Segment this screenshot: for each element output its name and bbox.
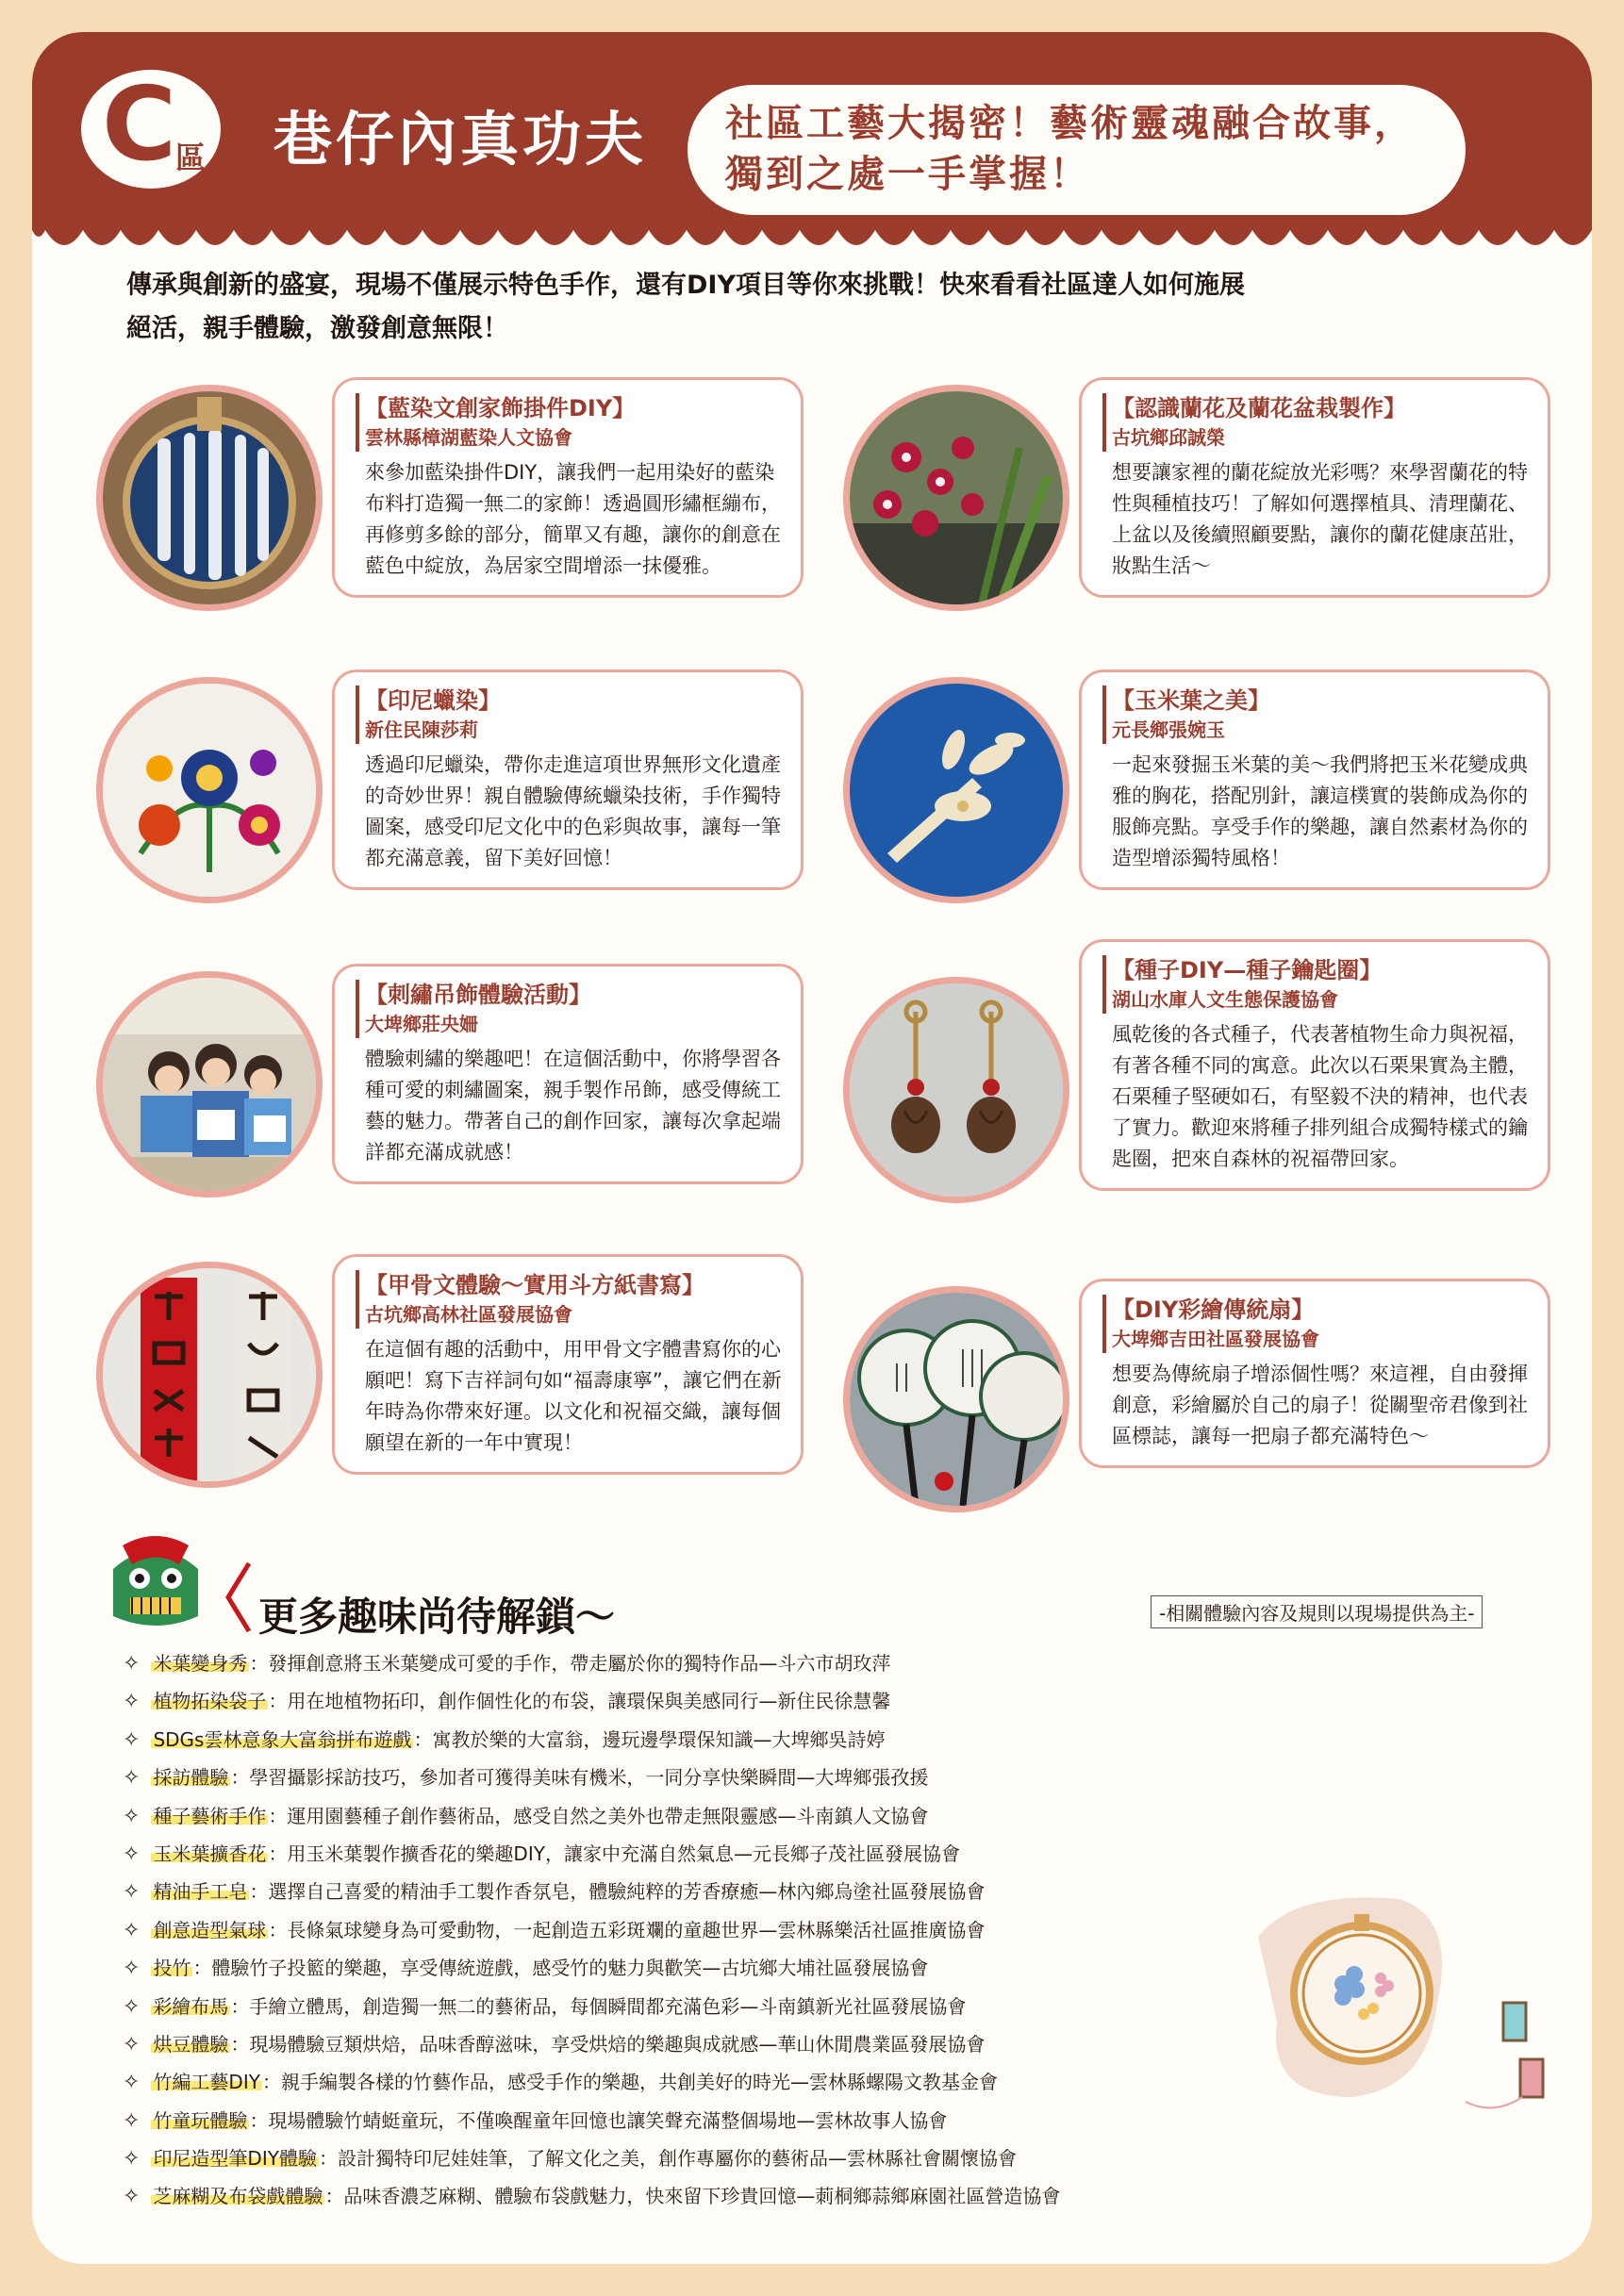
activity-card [96, 1254, 832, 1518]
sparkle-icon: ✧ [123, 1652, 141, 1676]
card-description: 想要讓家裡的蘭花綻放光彩嗎？來學習蘭花的特性與種植技巧！了解如何選擇植具、清理蘭花、上盆以及後續照顧要點，讓你的蘭花健康茁壯，妝點生活～ [1112, 461, 1528, 577]
activity-detail: ：長條氣球變身為可愛動物，一起創造五彩斑斕的童趣世界—雲林縣樂活社區推廣協會 [268, 1918, 986, 1941]
activity-name: 竹童玩體驗 [153, 2108, 248, 2132]
activity-name: 採訪體驗 [153, 1766, 229, 1790]
indigo-dye-hoop-photo [96, 385, 323, 611]
list-item [123, 2063, 1292, 2101]
rules-note: -相關體驗內容及規則以現場提供為主- [1151, 1595, 1483, 1628]
card-organizer: 大埤鄉莊央姍 [356, 1010, 782, 1038]
sparkle-icon: ✧ [123, 1994, 141, 2019]
list-item [123, 1759, 1292, 1796]
sparkle-icon: ✧ [123, 1918, 141, 1942]
activity-name: 種子藝術手作 [153, 1804, 267, 1827]
intro-line-1: 傳承與創新的盛宴，現場不僅展示特色手作，還有DIY項目等你來挑戰！快來看看社區達人如何施展 [126, 271, 1246, 300]
activity-card [843, 939, 1579, 1203]
card-title: 【刺繡吊飾體驗活動】 [356, 980, 782, 1010]
sparkle-icon: ✧ [123, 1880, 141, 1905]
activity-detail: ：現場體驗豆類烘焙，品味香醇滋味，享受烘焙的樂趣與成就感—華山休閒農業區發展協會 [230, 2032, 986, 2056]
sparkle-icon: ✧ [123, 2071, 141, 2095]
activity-card [96, 669, 832, 933]
more-activities-title: 更多趣味尚待解鎖～ [258, 1594, 616, 1640]
zone-suffix: 區 [175, 140, 207, 175]
activity-name: 投竹 [153, 1957, 191, 1980]
activity-detail: ：體驗竹子投籃的樂趣，享受傳統遊戲，感受竹的魅力與歡笑—古坑鄉大埔社區發展協會 [192, 1957, 929, 1980]
list-item [123, 1949, 1292, 1987]
activity-detail: ：寓教於樂的大富翁，邊玩邊學環保知識—大埤鄉吳詩婷 [413, 1727, 886, 1751]
card-title: 【印尼蠟染】 [356, 685, 782, 716]
activity-name: 烘豆體驗 [153, 2032, 229, 2056]
batik-photo [96, 677, 323, 903]
list-item [123, 1988, 1292, 2025]
card-organizer: 大埤鄉吉田社區發展協會 [1102, 1325, 1529, 1353]
list-item [123, 1721, 1292, 1759]
card-organizer: 元長鄉張婉玉 [1102, 716, 1529, 744]
card-bubble [332, 964, 804, 1184]
activity-detail: ：品味香濃芝麻糊、體驗布袋戲魅力，快來留下珍貴回憶—莿桐鄉蒜鄉麻園社區營造協會 [324, 2185, 1061, 2208]
scallop-border [32, 219, 1592, 264]
poster-sheet [32, 32, 1592, 2264]
embroidery-class-photo [96, 971, 323, 1198]
card-description: 一起來發掘玉米葉的美～我們將把玉米花變成典雅的胸花，搭配別針，讓這樸實的裝飾成為你的服飾亮點。享受手作的樂趣，讓自然素材為你的造型增添獨特風格！ [1112, 753, 1528, 869]
activity-detail: ：發揮創意將玉米葉變成可愛的手作，帶走屬於你的獨特作品—斗六市胡玫萍 [249, 1652, 891, 1675]
activity-detail: ：運用園藝種子創作藝術品，感受自然之美外也帶走無限靈感—斗南鎮人文協會 [268, 1804, 929, 1827]
list-item [123, 2102, 1292, 2139]
activity-detail: ：現場體驗竹蜻蜓童玩，不僅喚醒童年回憶也讓笑聲充滿整個場地—雲林故事人協會 [249, 2108, 948, 2132]
list-item [123, 1911, 1292, 1949]
card-bubble [332, 669, 804, 890]
card-organizer: 湖山水庫人文生態保護協會 [1102, 985, 1529, 1014]
activity-detail: ：設計獨特印尼娃娃筆，了解文化之美，創作專屬你的藝術品—雲林縣社會關懷協會 [318, 2147, 1017, 2171]
activity-name: 創意造型氣球 [153, 1918, 267, 1941]
card-title: 【玉米葉之美】 [1102, 685, 1529, 716]
card-description: 想要為傳統扇子增添個性嗎？來這裡，自由發揮創意，彩繪屬於自己的扇子！從關聖帝君像到社區標誌，讓每一把扇子都充滿特色～ [1112, 1363, 1528, 1447]
card-description: 體驗刺繡的樂趣吧！在這個活動中，你將學習各種可愛的刺繡圖案，親手製作吊飾，感受傳統工藝的魅力。帶著自己的創作回家，讓每次拿起端詳都充滿成就感！ [365, 1048, 781, 1164]
card-organizer: 雲林縣樟湖藍染人文協會 [356, 423, 782, 452]
list-item [123, 2177, 1292, 2215]
lion-dance-head-icon [104, 1531, 207, 1635]
card-organizer: 古坑鄉高林社區發展協會 [356, 1300, 782, 1329]
card-title: 【DIY彩繪傳統扇】 [1102, 1295, 1529, 1325]
intro-paragraph [126, 264, 1409, 351]
activity-detail: ：用在地植物拓印，創作個性化的布袋，讓環保與美感同行—新住民徐慧馨 [268, 1690, 891, 1713]
card-bubble [1079, 669, 1550, 890]
zone-letter: C [102, 66, 177, 184]
card-description: 風乾後的各式種子，代表著植物生命力與祝福，有著各種不同的寓意。此次以石栗果實為主體，石栗種子堅硬如石，有堅毅不決的精神，也代表了實力。歡迎來將種子排列組合成獨特樣式的鑰匙圈，把來自森林的祝福帶回家。 [1112, 1023, 1528, 1170]
tagline-line-2: 獨到之處一手掌握！ [725, 153, 1090, 196]
activity-name: 米葉變身秀 [153, 1652, 248, 1675]
card-title: 【藍染文創家飾掛件DIY】 [356, 393, 782, 423]
activity-name: 玉米葉擴香花 [153, 1842, 267, 1865]
activity-name: 精油手工皂 [153, 1880, 248, 1904]
activity-card [96, 964, 832, 1228]
list-item [123, 1644, 1292, 1682]
list-item [123, 1682, 1292, 1720]
sparkle-icon: ✧ [123, 2147, 141, 2172]
sparkle-icon: ✧ [123, 1804, 141, 1828]
card-bubble [332, 377, 804, 598]
tagline-line-1: 社區工藝大揭密！藝術靈魂融合故事， [725, 102, 1415, 145]
card-title: 【認識蘭花及蘭花盆栽製作】 [1102, 393, 1529, 423]
list-item [123, 1797, 1292, 1835]
activity-name: 印尼造型筆DIY體驗 [153, 2147, 317, 2171]
activity-detail: ：親手編製各樣的竹藝作品，感受手作的樂趣，共創美好的時光—雲林縣螺陽文教基金會 [261, 2071, 998, 2094]
activity-name: 竹編工藝DIY [153, 2071, 260, 2094]
list-item [123, 2139, 1292, 2177]
activity-card [843, 377, 1579, 641]
intro-line-2: 絕活，親手體驗，激發創意無限！ [126, 314, 508, 343]
activity-name: 植物拓染袋子 [153, 1690, 267, 1713]
activity-name: 芝麻糊及布袋戲體驗 [153, 2185, 323, 2208]
sparkle-icon: ✧ [123, 1690, 141, 1714]
activity-detail: ：學習攝影採訪技巧，參加者可獲得美味有機米，一同分享快樂瞬間—大埤鄉張孜援 [230, 1766, 929, 1790]
activity-card [843, 1279, 1579, 1543]
sparkle-icon: ✧ [123, 1766, 141, 1791]
card-title: 【種子DIY—種子鑰匙圈】 [1102, 955, 1529, 985]
sparkle-icon: ✧ [123, 2108, 141, 2133]
list-item [123, 1873, 1292, 1910]
more-activities-list [123, 1644, 1292, 2216]
title-accent-mark [221, 1560, 258, 1635]
card-organizer: 古坑鄉邱誠榮 [1102, 423, 1529, 452]
activity-card [96, 377, 832, 641]
card-description: 來參加藍染掛件DIY，讓我們一起用染好的藍染布料打造獨一無二的家飾！透過圓形繡框繃布，再修剪多餘的部分，簡單又有趣，讓你的創意在藍色中綻放，為居家空間增添一抹優雅。 [365, 461, 781, 577]
card-description: 在這個有趣的活動中，用甲骨文字體書寫你的心願吧！寫下吉祥詞句如“福壽康寧”，讓它們在新年時為你帶來好運。以文化和祝福交織，讓每個願望在新的一年中實現！ [365, 1338, 782, 1454]
list-item [123, 1835, 1292, 1873]
section-header [32, 32, 1592, 230]
card-bubble [1079, 1279, 1550, 1468]
activity-name: 彩繪布馬 [153, 1994, 229, 2018]
sparkle-icon: ✧ [123, 1727, 141, 1752]
activity-name: SDGs雲林意象大富翁拼布遊戲 [153, 1727, 412, 1751]
activity-detail: ：手繪立體馬，創造獨一無二的藝術品，每個瞬間都充滿色彩—斗南鎮新光社區發展協會 [230, 1994, 967, 2018]
card-bubble [332, 1254, 804, 1475]
card-title: 【甲骨文體驗～實用斗方紙書寫】 [356, 1270, 782, 1300]
card-description: 透過印尼蠟染，帶你走進這項世界無形文化遺產的奇妙世界！親自體驗傳統蠟染技術，手作獨特圖案，感受印尼文化中的色彩與故事，讓每一筆都充滿意義，留下美好回憶！ [365, 753, 781, 869]
painted-fan-photo [843, 1286, 1069, 1512]
corn-husk-flower-photo [843, 677, 1069, 903]
activity-detail: ：用玉米葉製作擴香花的樂趣DIY，讓家中充滿自然氣息—元長鄉子茂社區發展協會 [268, 1842, 960, 1865]
section-title: 巷仔內真功夫 [273, 105, 648, 173]
sparkle-icon: ✧ [123, 2185, 141, 2209]
calligraphy-photo [96, 1262, 323, 1488]
sparkle-icon: ✧ [123, 2032, 141, 2056]
activity-detail: ：選擇自己喜愛的精油手工製作香氛皂，體驗純粹的芳香療癒—林內鄉烏塗社區發展協會 [249, 1880, 986, 1904]
activity-card [843, 669, 1579, 933]
card-organizer: 新住民陳莎莉 [356, 716, 782, 744]
seed-keychain-photo [843, 977, 1069, 1203]
embroidery-hoop-illustration [1239, 1880, 1560, 2125]
tagline-box [688, 85, 1466, 215]
sparkle-icon: ✧ [123, 1842, 141, 1866]
card-bubble [1079, 939, 1550, 1191]
orchid-photo [843, 385, 1069, 611]
card-bubble [1079, 377, 1550, 598]
sparkle-icon: ✧ [123, 1957, 141, 1981]
list-item [123, 2025, 1292, 2063]
zone-badge [81, 66, 221, 189]
